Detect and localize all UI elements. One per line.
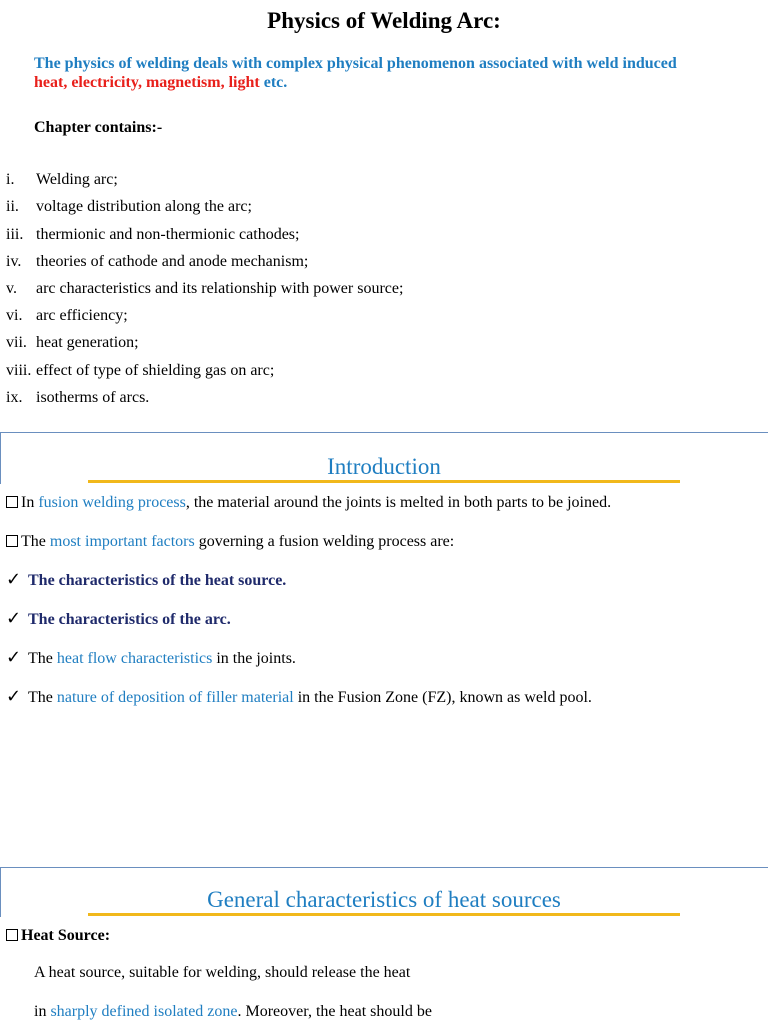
- check-highlight: nature of deposition of filler material: [56, 689, 294, 706]
- toc-number: iii.: [6, 226, 24, 243]
- introduction-bullet-2: [6, 532, 454, 552]
- heat-source-heading: [6, 926, 110, 946]
- square-bullet-icon: [6, 496, 18, 508]
- check-text: The characteristics of the arc.: [28, 611, 231, 628]
- bullet-highlight: fusion welding process: [38, 494, 186, 511]
- toc-text: isotherms of arcs.: [36, 389, 150, 406]
- toc-number: vi.: [6, 307, 23, 324]
- checkmark-icon: ✓: [6, 647, 22, 668]
- square-bullet-icon: [6, 535, 18, 547]
- page-title: Physics of Welding Arc:: [267, 8, 501, 33]
- line-highlight: sharply defined isolated zone: [50, 1003, 238, 1020]
- toc-number: iv.: [6, 253, 22, 270]
- checkmark-icon: ✓: [6, 569, 22, 590]
- check-text: The: [28, 650, 57, 667]
- toc-number: ii.: [6, 198, 19, 215]
- bullet-text: governing a fusion welding process are:: [194, 533, 455, 550]
- toc-text: arc efficiency;: [36, 307, 128, 324]
- square-bullet-icon: [6, 929, 18, 941]
- heading-text: Heat Source:: [21, 927, 111, 944]
- toc-number: vii.: [6, 334, 27, 351]
- check-text: in the Fusion Zone (FZ), known as weld pool.: [293, 689, 592, 706]
- check-text: in the joints.: [212, 650, 296, 667]
- intro-text: The physics of welding deals with complex physical phenomenon associated with weld induced: [34, 55, 677, 72]
- check-item-3: [6, 648, 296, 669]
- toc-number: v.: [6, 280, 17, 297]
- heat-sources-title-underline: [88, 913, 680, 916]
- check-text: The: [28, 689, 57, 706]
- introduction-bullet-1: [6, 493, 611, 513]
- intro-etc: etc.: [259, 74, 288, 91]
- heat-sources-title: General characteristics of heat sources: [207, 887, 561, 912]
- bullet-highlight: most important factors: [49, 533, 195, 550]
- bullet-text: The: [21, 533, 50, 550]
- bullet-text: In: [21, 494, 39, 511]
- checkmark-icon: ✓: [6, 686, 22, 707]
- toc-text: thermionic and non-thermionic cathodes;: [36, 226, 300, 243]
- intro-paragraph: [34, 54, 754, 92]
- check-item-1: [6, 570, 286, 591]
- chapter-heading: Chapter contains:-: [34, 119, 163, 136]
- line-text: . Moreover, the heat should be: [237, 1003, 432, 1020]
- toc-number: i.: [6, 171, 15, 188]
- introduction-title: Introduction: [327, 454, 441, 479]
- toc-text: effect of type of shielding gas on arc;: [36, 362, 275, 379]
- check-item-4: [6, 687, 592, 708]
- intro-keywords: heat, electricity, magnetism, light: [34, 74, 260, 91]
- toc-text: Welding arc;: [36, 171, 118, 188]
- check-highlight: heat flow characteristics: [56, 650, 213, 667]
- checkmark-icon: ✓: [6, 608, 22, 629]
- check-text: The characteristics of the heat source.: [28, 572, 287, 589]
- bullet-text: , the material around the joints is melted in both parts to be joined.: [185, 494, 612, 511]
- toc-number: viii.: [6, 362, 32, 379]
- toc-number: ix.: [6, 389, 23, 406]
- line-text: in: [34, 1003, 51, 1020]
- toc-text: theories of cathode and anode mechanism;: [36, 253, 309, 270]
- heat-source-line-1: A heat source, suitable for welding, should release the heat: [34, 964, 411, 981]
- introduction-title-underline: [88, 480, 680, 483]
- check-item-2: [6, 609, 231, 630]
- toc-text: voltage distribution along the arc;: [36, 198, 252, 215]
- toc-text: heat generation;: [36, 334, 139, 351]
- heat-source-line-2: [34, 1003, 432, 1021]
- toc-text: arc characteristics and its relationship with power source;: [36, 280, 404, 297]
